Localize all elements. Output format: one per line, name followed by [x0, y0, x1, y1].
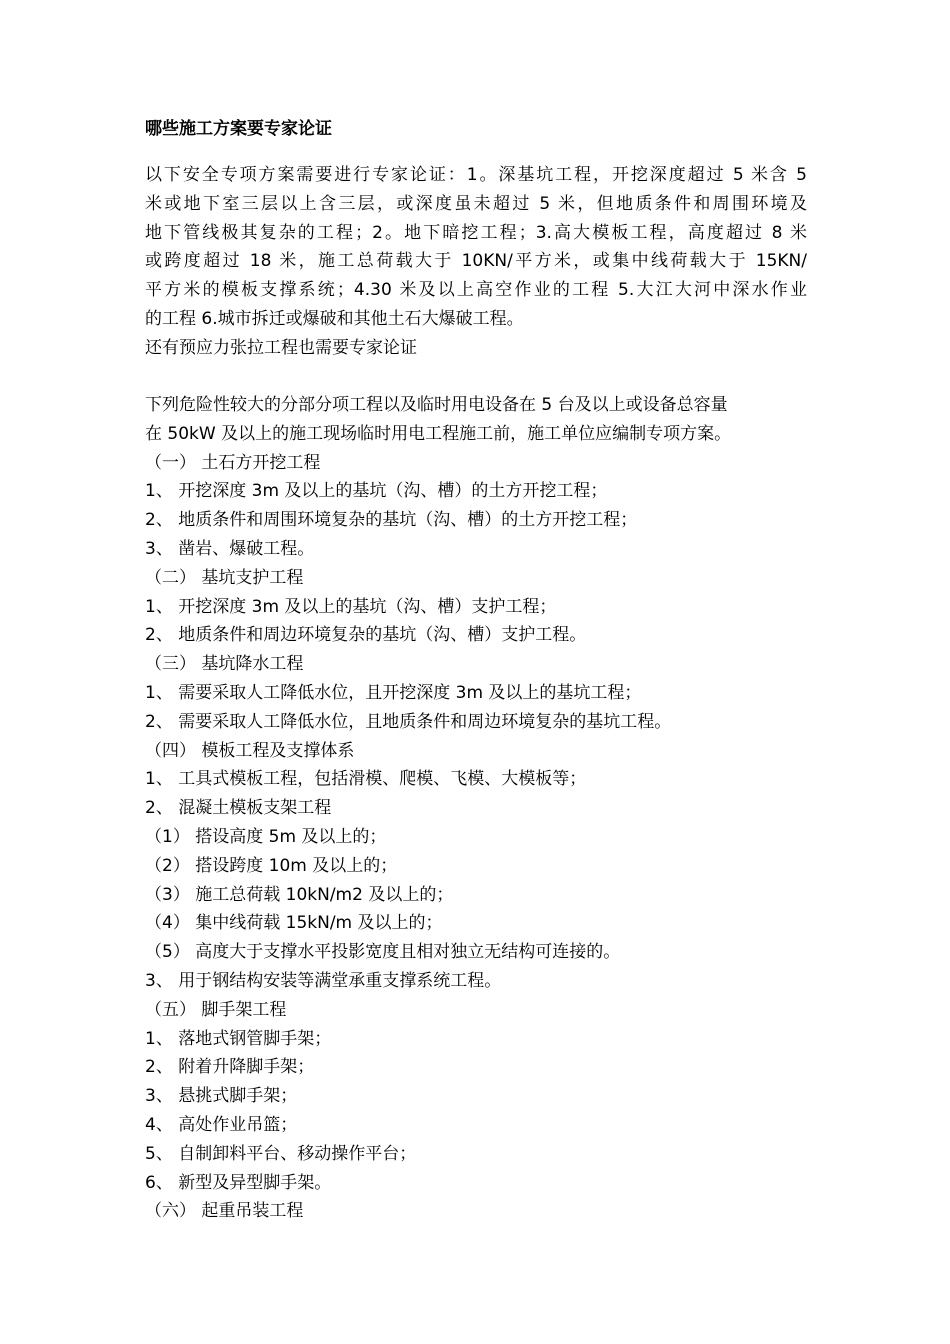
text-line: 平方米的模板支撑系统；4.30 米及以上高空作业的工程 5.大江大河中深水作业 [145, 280, 807, 301]
text-line: 以下安全专项方案需要进行专家论证：1。深基坑工程，开挖深度超过 5 米含 5 [145, 165, 807, 185]
sub-list-item: （3） 施工总荷载 10kN/m2 及以上的； [145, 884, 454, 905]
list-item: 1、 开挖深度 3m 及以上的基坑（沟、槽）支护工程； [145, 596, 557, 617]
list-item: 4、 高处作业吊篮； [145, 1114, 298, 1135]
list-item: 3、 用于钢结构安装等满堂承重支撑系统工程。 [145, 970, 502, 991]
list-item: 5、 自制卸料平台、移动操作平台； [145, 1143, 417, 1164]
text-line: 下列危险性较大的分部分项工程以及临时用电设备在 5 台及以上或设备总容量 [145, 395, 728, 415]
text-line: 地下管线极其复杂的工程；2。地下暗挖工程；3.高大模板工程，高度超过 8 米 [145, 222, 807, 243]
text-line: 还有预应力张拉工程也需要专家论证 [145, 337, 417, 358]
section-heading: （五） 脚手架工程 [145, 999, 287, 1020]
project-list [145, 391, 807, 1226]
section-heading: （四） 模板工程及支撑体系 [145, 740, 355, 761]
section-heading: （二） 基坑支护工程 [145, 567, 304, 588]
list-item: 1、 需要采取人工降低水位，且开挖深度 3m 及以上的基坑工程； [145, 682, 642, 703]
list-item: 3、 悬挑式脚手架； [145, 1086, 298, 1107]
list-item: 1、 落地式钢管脚手架； [145, 1028, 332, 1049]
sub-list-item: （4） 集中线荷载 15kN/m 及以上的； [145, 913, 443, 934]
text-line: 米或地下室三层以上含三层，或深度虽未超过 5 米，但地质条件和周围环境及 [145, 193, 807, 214]
section-heading: （一） 土石方开挖工程 [145, 452, 321, 473]
list-item: 2、 混凝土模板支架工程 [145, 798, 332, 819]
list-item: 2、 地质条件和周边环境复杂的基坑（沟、槽）支护工程。 [145, 625, 587, 646]
list-item: 2、 附着升降脚手架； [145, 1057, 315, 1078]
sub-list-item: （2） 搭设跨度 10m 及以上的； [145, 855, 398, 876]
list-item: 3、 凿岩、爆破工程。 [145, 538, 315, 559]
text-line: 的工程 6.城市拆迁或爆破和其他土石大爆破工程。 [145, 308, 524, 329]
list-item: 1、 工具式模板工程，包括滑模、爬模、飞模、大模板等； [145, 769, 587, 790]
list-item: 6、 新型及异型脚手架。 [145, 1172, 332, 1193]
section-heading: （三） 基坑降水工程 [145, 654, 304, 675]
document-title: 哪些施工方案要专家论证 [145, 119, 332, 139]
intro-paragraph [145, 161, 807, 363]
list-item: 2、 地质条件和周围环境复杂的基坑（沟、槽）的土方开挖工程； [145, 510, 638, 531]
list-item: 1、 开挖深度 3m 及以上的基坑（沟、槽）的土方开挖工程； [145, 481, 608, 502]
sub-list-item: （5） 高度大于支撑水平投影宽度且相对独立无结构可连接的。 [145, 942, 621, 963]
text-line: 或跨度超过 18 米，施工总荷载大于 10KN/平方米，或集中线荷载大于 15KN/ [145, 251, 807, 272]
text-line: 在 50kW 及以上的施工现场临时用电工程施工前，施工单位应编制专项方案。 [145, 423, 732, 444]
section-heading: （六） 起重吊装工程 [145, 1201, 304, 1222]
list-item: 2、 需要采取人工降低水位，且地质条件和周边环境复杂的基坑工程。 [145, 711, 672, 732]
sub-list-item: （1） 搭设高度 5m 及以上的； [145, 826, 387, 847]
